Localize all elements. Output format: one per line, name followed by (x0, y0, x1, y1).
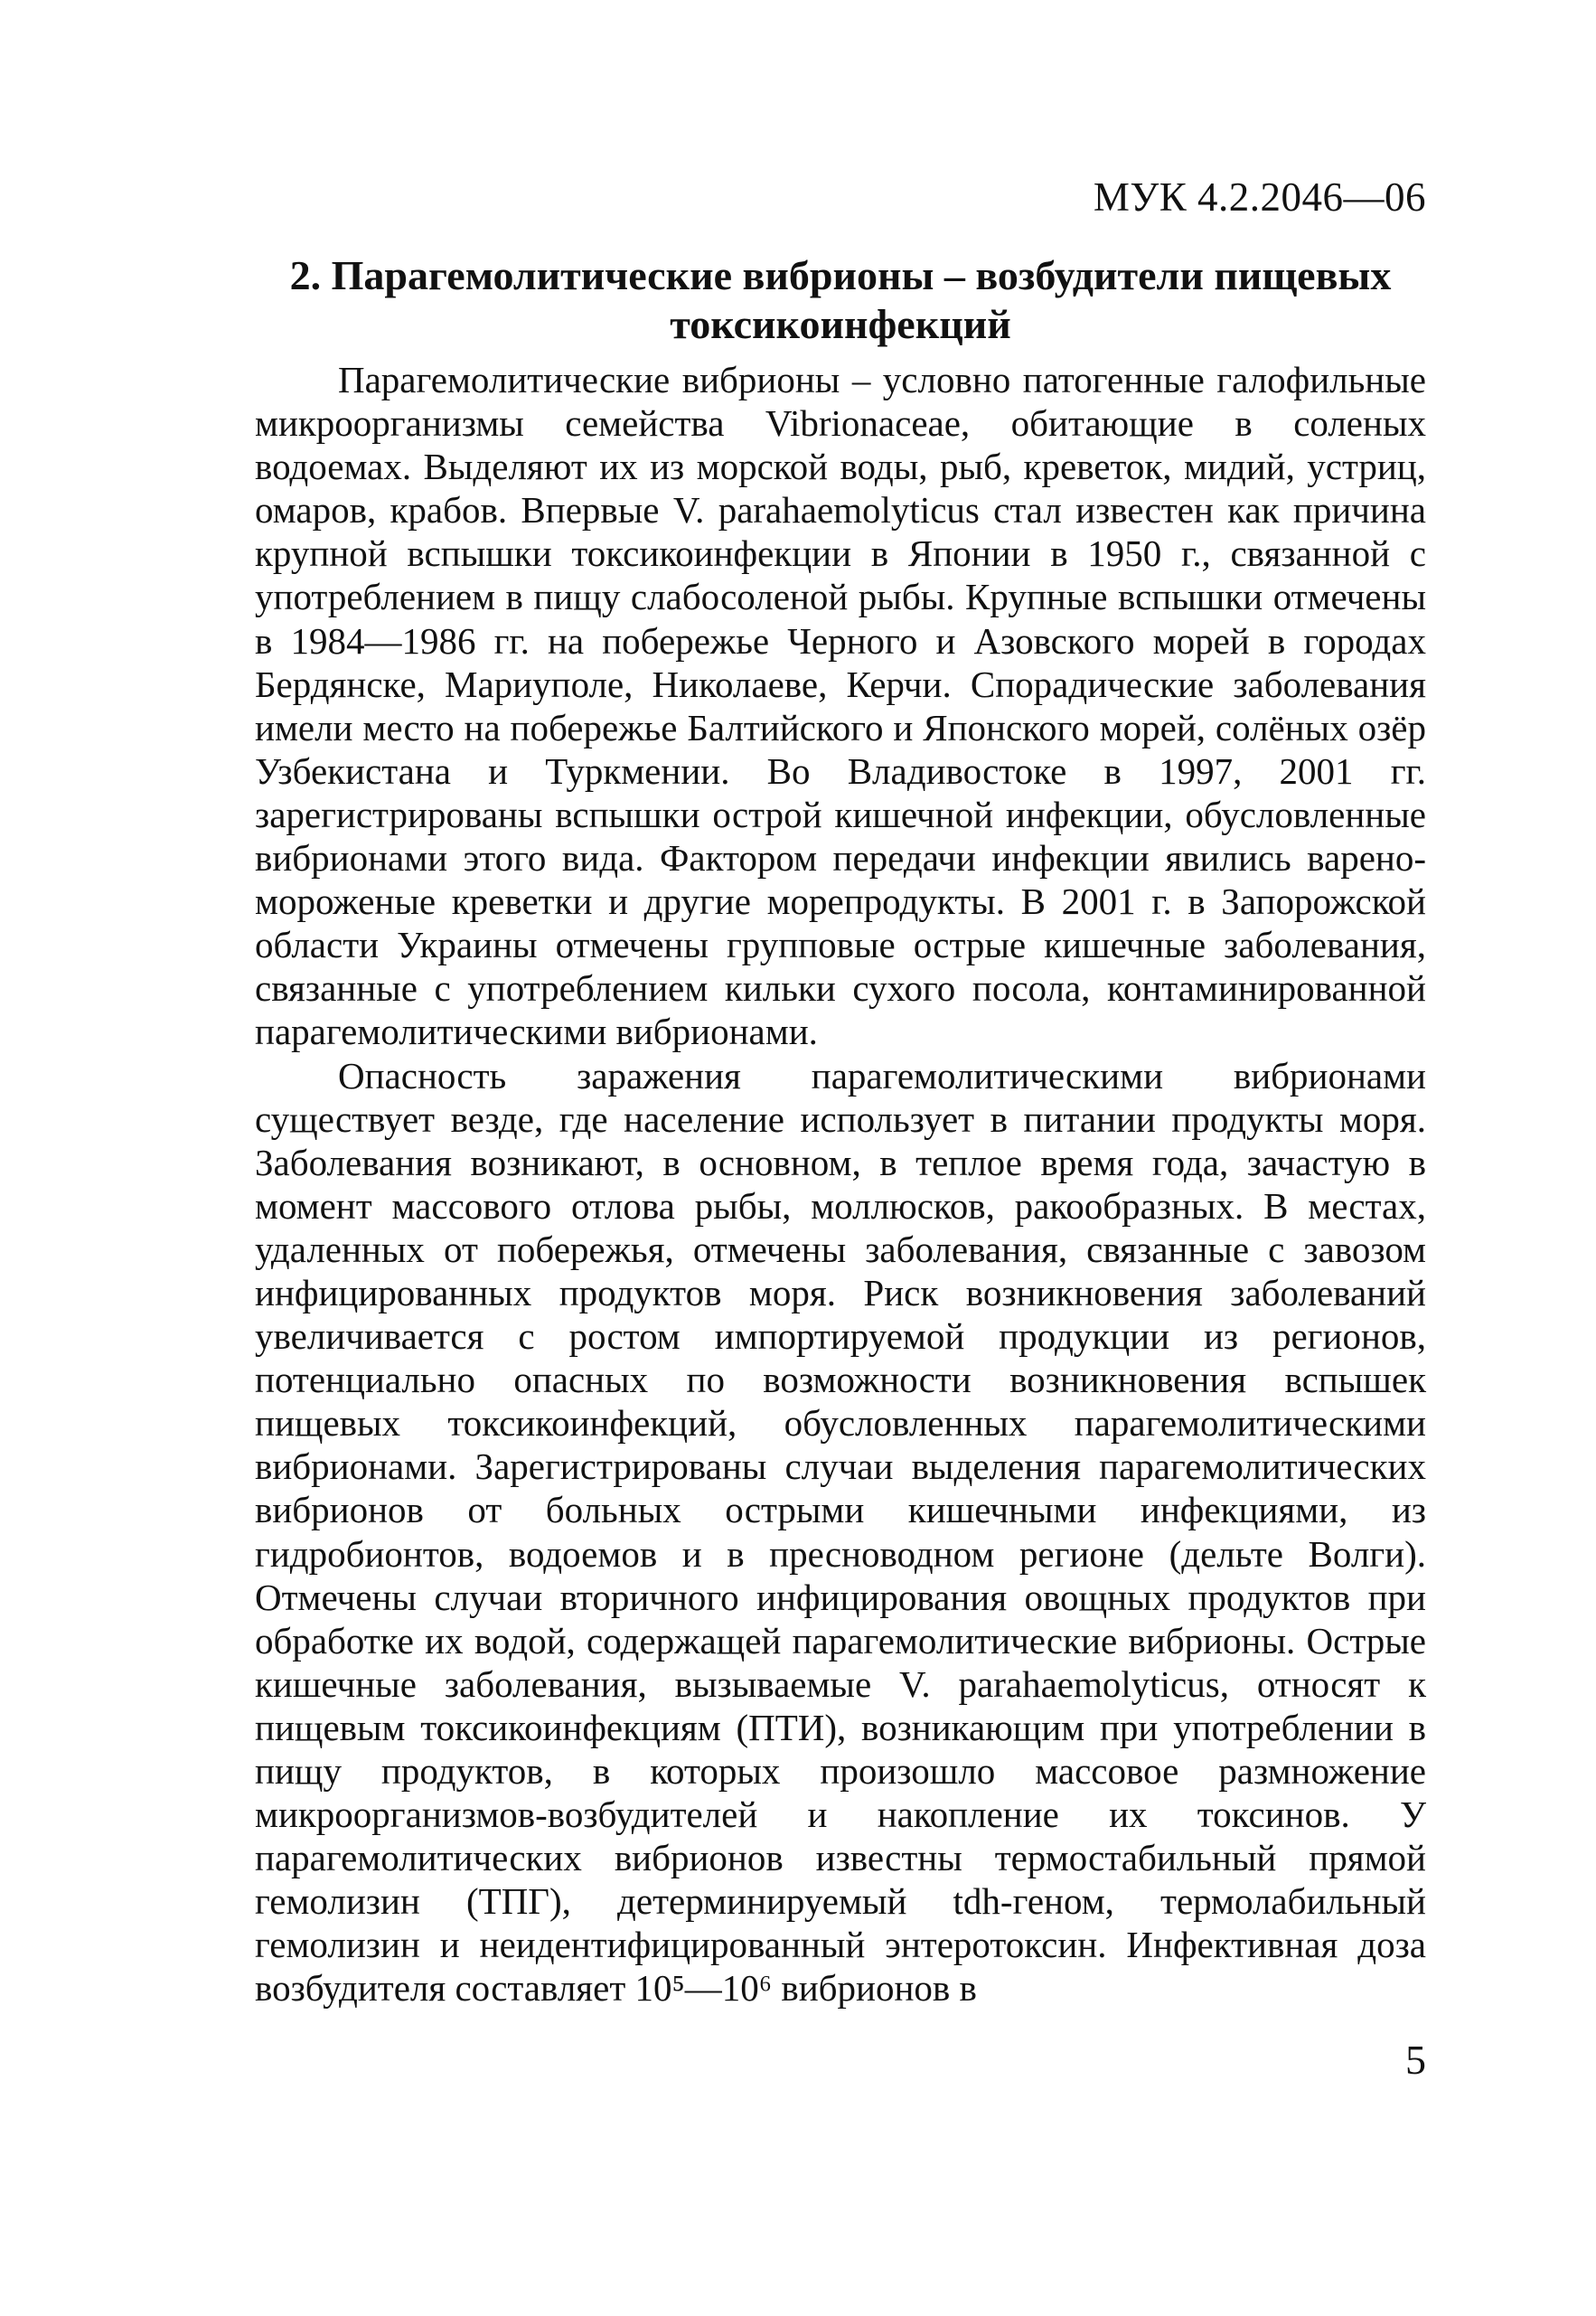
document-code: МУК 4.2.2046—06 (1093, 174, 1426, 220)
page-number: 5 (1405, 2037, 1426, 2083)
paragraph-1: Парагемолитические вибрионы – условно патогенные галофильные микроорганизмы семейства Vibrionaceae, обитающие в соленых водоемах. Выделяют их из морской воды, рыб, креветок, мидий, устриц, омаров, крабов. Впервые V. parahaemolyticus стал известен как причина крупной вспышки токсикоинфекции в Японии в 1950 г., связанной с употреблением в пищу слабосоленой рыбы. Крупные вспышки отмечены в 1984—1986 гг. на побережье Черного и Азовского морей в городах Бердянске, Мариуполе, Николаеве, Керчи. Спорадические заболевания имели место на побережье Балтийского и Японского морей, солёных озёр Узбекистана и Туркмении. Во Владивостоке в 1997, 2001 гг. зарегистрированы вспышки острой кишечной инфекции, обусловленные вибрионами этого вида. Фактором передачи инфекции явились варено-мороженые креветки и другие морепродукты. В 2001 г. в Запорожской области Украины отмечены групповые острые кишечные заболевания, связанные с употреблением кильки сухого посола, контаминированной парагемолитическими вибрионами. (255, 359, 1426, 1053)
section-title-line-1: 2. Парагемолитические вибрионы – возбудители пищевых (289, 252, 1392, 298)
paragraph-2: Опасность заражения парагемолитическими вибрионами существует везде, где население использует в питании продукты моря. Заболевания возникают, в основном, в теплое время года, зачастую в момент массового отлова рыбы, моллюсков, ракообразных. В местах, удаленных от побережья, отмечены заболевания, связанные с завозом инфицированных продуктов моря. Риск возникновения заболеваний увеличивается с ростом импортируемой продукции из регионов, потенциально опасных по возможности возникновения вспышек пищевых токсикоинфекций, обусловленных парагемолитическими вибрионами. Зарегистрированы случаи выделения парагемолитических вибрионов от больных острыми кишечными инфекциями, из гидробионтов, водоемов и в пресноводном регионе (дельте Волги). Отмечены случаи вторичного инфицирования овощных продуктов при обработке их водой, содержащей парагемолитические вибрионы. Острые кишечные заболевания, вызываемые V. parahaemolyticus, относят к пищевым токсикоинфекциям (ПТИ), возникающим при употреблении в пищу продуктов, в которых произошло массовое размножение микроорганизмов-возбудителей и накопление их токсинов. У парагемолитических вибрионов известны термостабильный прямой гемолизин (ТПГ), детерминируемый tdh-геном, термолабильный гемолизин и неидентифицированный энтеротоксин. Инфективная доза возбудителя составляет 10⁵—10⁶ вибрионов в (255, 1054, 1426, 2010)
section-title-line-2: токсикоинфекций (670, 301, 1011, 347)
body-text (255, 358, 1426, 2010)
section-heading (255, 251, 1426, 349)
